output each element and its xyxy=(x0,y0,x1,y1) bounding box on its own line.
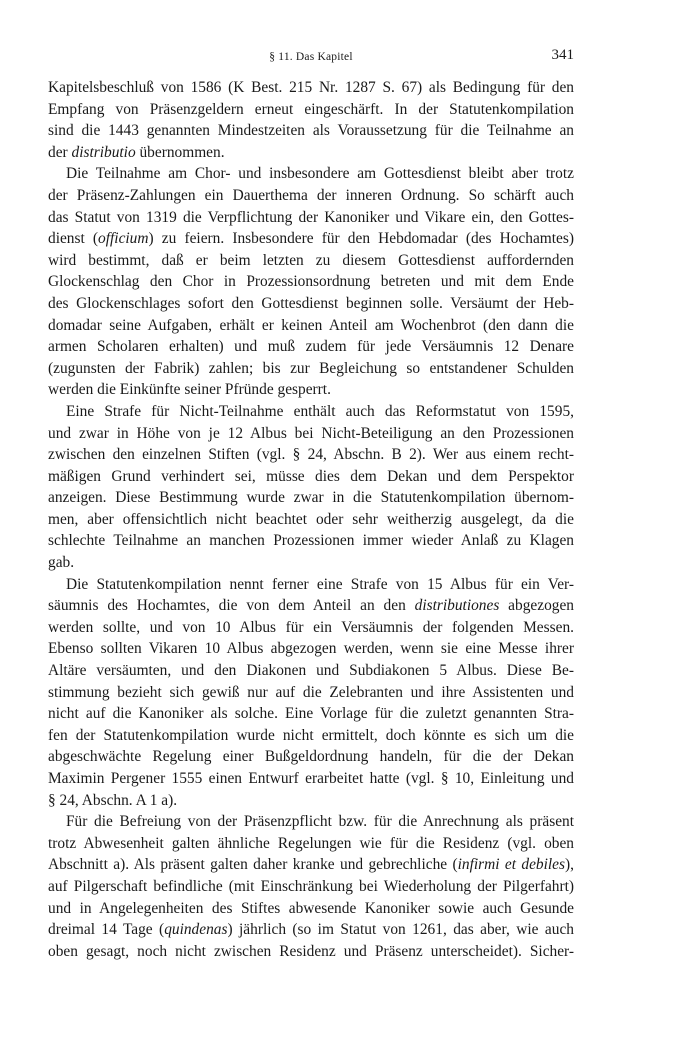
text-segment: und zwar in Höhe von je 12 Albus bei Nicht-Beteiligung an den Prozessionen xyxy=(48,424,574,442)
text-segment: men, aber offensichtlich nicht beachtet oder sehr weitherzig ausgelegt, da die xyxy=(48,510,574,528)
text-line xyxy=(48,660,574,682)
text-line xyxy=(48,595,574,617)
text-segment: Eine Strafe für Nicht-Teilnahme enthält auch das Reformstatut von 1595, xyxy=(66,402,574,420)
text-line xyxy=(48,293,574,315)
text-line xyxy=(48,574,574,596)
text-segment: stimmung bezieht sich gewiß nur auf die Zelebranten und ihre Assistenten und xyxy=(48,683,574,701)
text-line xyxy=(48,228,574,250)
text-line xyxy=(48,271,574,293)
text-segment: ), xyxy=(565,856,574,874)
text-line xyxy=(48,358,574,380)
text-line xyxy=(48,315,574,337)
text-line xyxy=(48,401,574,423)
text-line xyxy=(48,120,574,142)
text-segment: § 24, Abschn. A 1 a). xyxy=(48,791,178,809)
text-line xyxy=(48,919,574,941)
text-segment: trotz Abwesenheit galten ähnliche Regelungen wie für die Residenz (vgl. oben xyxy=(48,834,574,852)
text-segment: fen der Statutenkompilation wurde nicht ermittelt, doch könnte es sich um die xyxy=(48,726,574,744)
text-segment: dienst ( xyxy=(48,230,99,248)
text-segment: auf Pilgerschaft befindliche (mit Einschränkung bei Wiederholung der Pilgerfahrt) xyxy=(48,877,574,895)
text-line xyxy=(48,703,574,725)
text-segment: oben gesagt, noch nicht zwischen Residenz und Präsenz unterscheidet). Sicher- xyxy=(48,942,574,960)
text-line xyxy=(48,185,574,207)
text-line xyxy=(48,379,574,401)
text-segment: (zugunsten der Fabrik) zahlen; bis zur Begleichung so entstandener Schulden xyxy=(48,359,574,377)
text-line xyxy=(48,77,574,99)
running-head: § 11. Das Kapitel xyxy=(269,51,353,63)
text-line xyxy=(48,746,574,768)
text-segment: werden sollte, und von 10 Albus für ein Versäumnis der folgenden Messen. xyxy=(48,618,574,636)
italic-term: quindenas xyxy=(164,921,228,939)
text-segment: übernommen. xyxy=(135,143,225,161)
text-segment: der xyxy=(48,143,72,161)
text-line xyxy=(48,423,574,445)
page-number: 341 xyxy=(551,47,574,63)
text-line xyxy=(48,466,574,488)
italic-term: infirmi et debiles xyxy=(457,856,565,874)
italic-term: distributiones xyxy=(414,597,500,615)
text-segment: zwischen den einzelnen Stiften (vgl. § 24, Abschn. B 2). Wer aus einem recht- xyxy=(48,446,574,464)
text-line xyxy=(48,99,574,121)
text-segment: Die Teilnahme am Chor- und insbesondere am Gottesdienst bleibt aber trotz xyxy=(66,165,574,183)
text-segment: domadar seine Aufgaben, erhält er keinen Anteil am Wochenbrot (den dann die xyxy=(48,316,574,334)
text-segment: Maximin Pergener 1555 einen Entwurf erarbeitet hatte (vgl. § 10, Einleitung und xyxy=(48,770,574,787)
text-segment: Empfang von Präsenzgeldern erneut eingeschärft. In der Statutenkompilation xyxy=(48,100,574,118)
text-segment: des Glockenschlages sofort den Gottesdienst beginnen solle. Versäumt der Heb- xyxy=(48,294,574,312)
text-segment: säumnis des Hochamtes, die von dem Anteil an den xyxy=(48,597,415,615)
text-line xyxy=(48,336,574,358)
text-segment: ) jährlich (so im Statut von 1261, das aber, wie auch xyxy=(227,921,574,939)
text-segment: sind die 1443 genannten Mindestzeiten als Voraussetzung für die Teilnahme an xyxy=(48,122,574,140)
text-line xyxy=(48,768,574,790)
text-line xyxy=(48,617,574,639)
text-segment: Ebenso sollten Vikaren 10 Albus abgezogen werden, wenn sie eine Messe ihrer xyxy=(48,640,574,658)
text-line xyxy=(48,854,574,876)
text-segment: das Statut von 1319 die Verpflichtung der Kanoniker und Vikare ein, den Gottes- xyxy=(48,208,574,226)
text-line xyxy=(48,444,574,466)
text-segment: Abschnitt a). Als präsent galten daher kranke und gebrechliche ( xyxy=(48,856,458,874)
text-line xyxy=(48,833,574,855)
italic-term: officium xyxy=(98,230,149,248)
text-segment: gab. xyxy=(48,554,75,572)
text-line xyxy=(48,941,574,963)
text-segment: Altäre versäumten, und den Diakonen und Subdiakonen 5 Albus. Diese Be- xyxy=(48,662,574,680)
text-segment: ) zu feiern. Insbesondere für den Hebdomadar (des Hochamtes) xyxy=(148,230,574,248)
text-line xyxy=(48,487,574,509)
text-segment: der Präsenz-Zahlungen ein Dauerthema der inneren Ordnung. So schärft auch xyxy=(48,186,574,204)
text-line xyxy=(48,509,574,531)
text-line xyxy=(48,250,574,272)
text-line xyxy=(48,142,574,164)
text-segment: werden die Einkünfte seiner Pfründe gesperrt. xyxy=(48,381,331,399)
text-segment: abgeschwächte Regelung einer Bußgeldordnung handeln, für die der Dekan xyxy=(48,748,574,766)
text-segment: abgezogen xyxy=(499,597,574,615)
text-segment: armen Scholaren erhalten) und muß zudem für jede Versäumnis 12 Denare xyxy=(48,338,574,356)
text-segment: schlechte Teilnahme an manchen Prozessionen immer wieder Anlaß zu Klagen xyxy=(48,532,574,550)
text-line xyxy=(48,682,574,704)
text-segment: Kapitelsbeschluß von 1586 (K Best. 215 Nr. 1287 S. 67) als Bedingung für den xyxy=(48,79,574,96)
text-line xyxy=(48,552,574,574)
text-segment: nicht auf die Kanoniker als solche. Eine Vorlage für die zuletzt genannten Stra- xyxy=(48,705,574,723)
text-segment: Die Statutenkompilation nennt ferner eine Strafe von 15 Albus für ein Ver- xyxy=(66,575,574,593)
text-segment: und in Angelegenheiten des Stiftes abwesende Kanoniker sowie auch Gesunde xyxy=(48,899,574,917)
text-segment: mäßigen Grund verhindert sei, müsse dies dem Dekan und dem Perspektor xyxy=(48,467,574,485)
text-segment: Glockenschlag den Chor in Prozessionsordnung betreten und mit dem Ende xyxy=(48,273,574,291)
body-text xyxy=(48,77,574,962)
text-line xyxy=(48,790,574,812)
text-segment: dreimal 14 Tage ( xyxy=(48,921,165,939)
text-line xyxy=(48,811,574,833)
text-line xyxy=(48,898,574,920)
text-segment: anzeigen. Diese Bestimmung wurde zwar in die Statutenkompilation übernom- xyxy=(48,489,574,507)
text-line xyxy=(48,876,574,898)
text-segment: wird bestimmt, daß er beim letzten zu diesem Gottesdienst auffordernden xyxy=(48,251,574,269)
text-line xyxy=(48,530,574,552)
text-segment: Für die Befreiung von der Präsenzpflicht bzw. für die Anrechnung als präsent xyxy=(66,813,574,831)
italic-term: distributio xyxy=(71,143,136,161)
text-line xyxy=(48,638,574,660)
page-header xyxy=(48,47,574,69)
text-line xyxy=(48,207,574,229)
text-line xyxy=(48,725,574,747)
text-line xyxy=(48,163,574,185)
